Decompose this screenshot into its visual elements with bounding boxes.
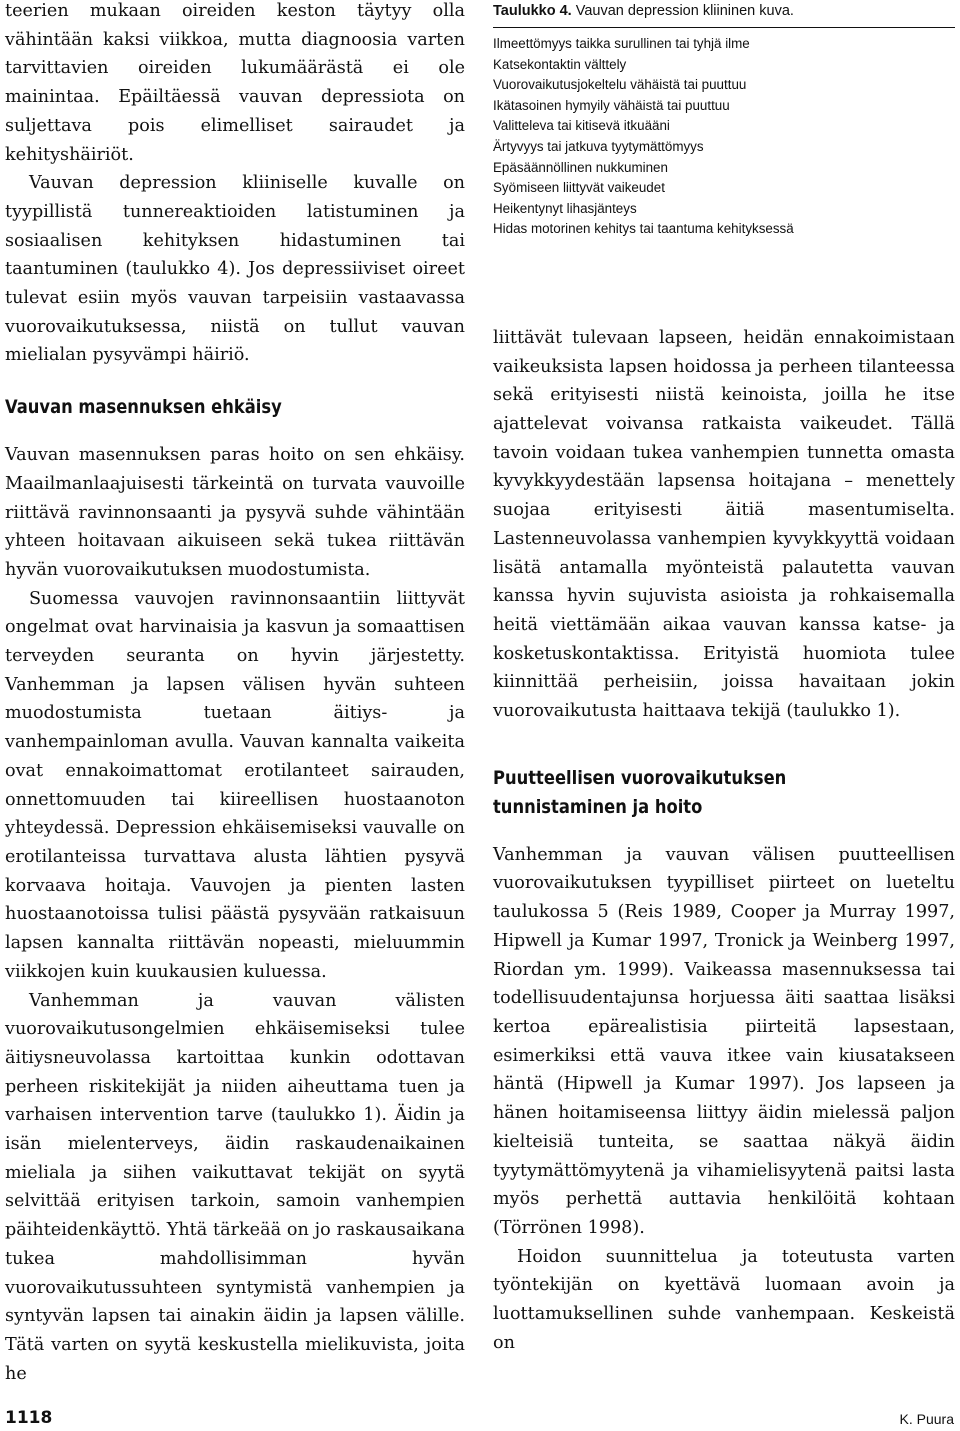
left-paragraph-5: Vanhemman ja vauvan välisten vuorovaikutusongelmien ehkäisemiseksi tulee äitiysneuvolassa kartoittaa kunkin odottavan perheen riskitekijät ja niiden aiheuttama tuen ja varhaisen intervention tarve (taulukko 1). Äidin ja isän mielenterveys, äidin raskaudenaikainen mieliala ja siihen vaikuttavat tekijät on syytä selvittää erityisen tarkoin, samoin vanhempien päihteidenkäyttö. Yhtä tärkeää on jo raskausaikana tukea mahdollisimman hyvän vuorovaikutussuhteen syntymistä vanhempien ja syntyvän lapsen tai ainakin äidin ja lapsen välille. Tätä varten on syytä keskustella mielikuvista, joita he — [5, 990, 465, 1384]
list-item: Epäsäännöllinen nukkuminen — [493, 159, 668, 175]
left-paragraph-1: teerien mukaan oireiden keston täytyy olla vähintään kaksi viikkoa, mutta diagnoosia varten tarvittavien oireiden lukumäärästä ei ole mainintaa. Epäiltäessä vauvan depressiota on suljettava pois elimelliset sairaudet ja kehityshäiriöt. — [5, 1, 465, 165]
table-rule — [493, 27, 955, 28]
list-item: Syömiseen liittyvät vaikeudet — [493, 180, 665, 196]
left-paragraph-4: Suomessa vauvojen ravinnonsaantiin liittyvät ongelmat ovat harvinaisia ja kasvun ja somaattisen terveyden seuranta on hyvin järjestetty. Vanhemman ja lapsen välisen hyvän suhteen muodostumista tuetaan äitiys- ja vanhempainloman avulla. Vauvan kannalta vaikeita ovat ennakoimattomat erotilanteet sairauden, onnettomuuden tai kiireellisen huostaanoton yhteydessä. Depression ehkäisemiseksi vauvalle on erotilanteissa turvattava alusta lähtien pysyvä korvaava hoitaja. Vauvojen ja pienten lasten huostaanotoissa tulisi päästä pysyvään ratkaisuun lapsen kannalta riittävän nopeasti, mieluummin viikkojen kuin kuukausien kuluessa. — [5, 588, 465, 982]
section-heading-prevention: Vauvan masennuksen ehkäisy — [5, 396, 282, 419]
heading-line-2: tunnistaminen ja hoito — [493, 795, 703, 818]
page-number: 1118 — [5, 1408, 53, 1428]
table-4 — [493, 1, 955, 240]
heading-line-1: Puutteellisen vuorovaikutuksen — [493, 766, 787, 789]
right-paragraph-3: Hoidon suunnittelua ja toteutusta varten työntekijän on kyettävä luomaan avoin ja luottamuksellinen suhde vanhempaan. Keskeistä on — [493, 1246, 955, 1353]
list-item: Vuorovaikutusjokeltelu vähäistä tai puuttuu — [493, 77, 747, 93]
right-paragraph-2: Vanhemman ja vauvan välisen puutteellisen vuorovaikutuksen tyypilliset piirteet on lueteltu taulukossa 5 (Reis 1989, Cooper ja Murray 1997, Hipwell ja Kumar 1997, Tronick ja Weinberg 1997, Riordan ym. 1999). Vaikeassa masennuksessa tai todellisuudentajunsa horjuessa äiti saattaa lisäksi kertoa epärealistisia piirteitä lapsestaan, esimerkiksi että vauva itkee vain kiusatakseen häntä (Hipwell ja Kumar 1997). Jos lapseen ja hänen hoitamiseensa liittyy äidin mielessä paljon kielteisiä tunteita, se saattaa näkyä äidin tyytymättömyytenä ja vihamielisyytenä paitsi lasta myös perhettä auttavia henkilöitä kohtaan (Törrönen 1998). — [493, 844, 955, 1238]
list-item: Ilmeettömyys taikka surullinen tai tyhjä ilme — [493, 36, 750, 51]
table-label: Taulukko 4. — [493, 3, 572, 19]
left-paragraph-2: Vauvan depression kliiniselle kuvalle on tyypillistä tunnereaktioiden latistuminen ja sosiaalisen kehityksen hidastuminen tai taantuminen (taulukko 4). Jos depressiiviset oireet tulevat esiin myös vauvan tarpeisiin vastaavassa vuorovaikutuksessa, niistä on tullut vauvan mielialan pysyvämpi häiriö. — [5, 173, 465, 366]
right-column — [493, 0, 955, 1357]
left-column — [5, 0, 465, 1388]
author-name: K. Puura — [899, 1411, 954, 1427]
table-title: Vauvan depression kliininen kuva. — [575, 3, 794, 19]
right-paragraph-1: liittävät tulevaan lapseen, heidän ennakoimistaan vaikeuksista lapsen hoidossa ja perheen tilanteessa sekä erityisesti niistä keinoista, joilla he itse ajattelevat voivansa ratkaista vaikeudet. Tällä tavoin voidaan tukea vanhempien tunnetta omasta kyvykkyydestään lapsensa hoitajana – menettely suojaa erityisesti äitiä masentumiselta. Lastenneuvolassa vanhempien kyvykkyyttä voidaan lisätä antamalla myönteistä palautetta vauvan kanssa hyvin sujuvista asioista ja rohkaisemalla heitä viettämään aikaa vauvan kanssa katse- ja kosketuskontaktissa. Erityistä huomiota tulee kiinnittää perheisiin, joissa havaitaan jokin vuorovaikutusta haittaava tekijä (taulukko 1). — [493, 327, 955, 722]
list-item: Katsekontaktin välttely — [493, 56, 627, 72]
list-item: Ärtyvyys tai jatkuva tyytymättömyys — [493, 138, 704, 154]
list-item: Hidas motorinen kehitys tai taantuma kehityksessä — [493, 221, 794, 237]
list-item: Ikätasoinen hymyily vähäistä tai puuttuu — [493, 97, 730, 113]
table-list — [493, 34, 955, 240]
list-item: Heikentynyt lihasjänteys — [493, 200, 637, 216]
left-paragraph-3: Vauvan masennuksen paras hoito on sen ehkäisy. Maailmanlaajuisesti tärkeintä on turvata vauvoille riittävä ravinnonsaanti ja pysyvä suhde vähintään yhteen hoitavaan aikuiseen sekä tukea riittävän hyvän vuorovaikutuksen muodostumista. — [5, 445, 465, 580]
table-caption — [493, 1, 955, 21]
section-heading-recognition — [493, 764, 890, 822]
list-item: Valitteleva tai kitisevä itkuääni — [493, 118, 670, 134]
